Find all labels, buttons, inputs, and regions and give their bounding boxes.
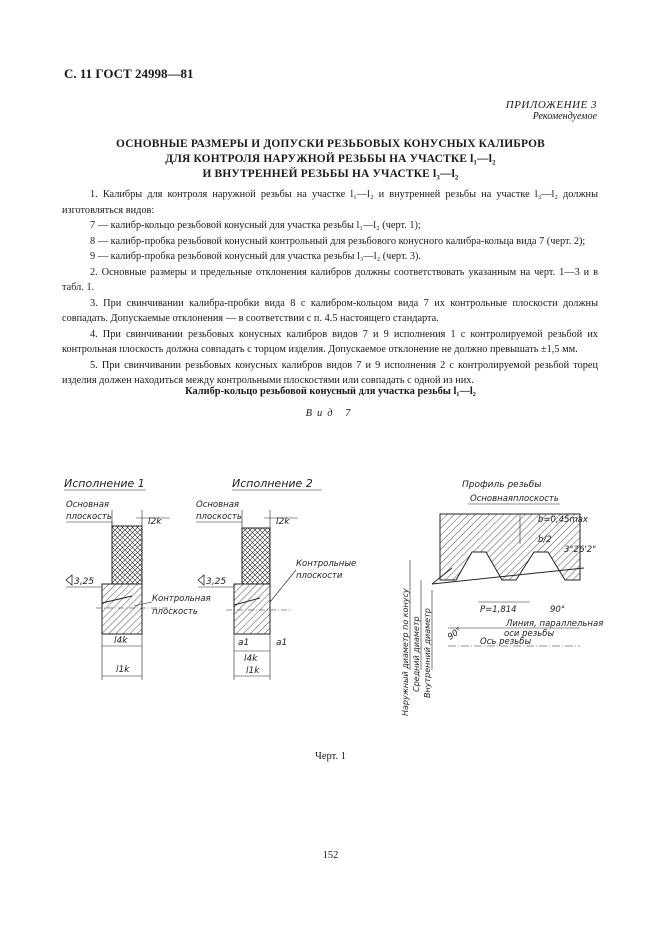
ring-v2-knurl-section (242, 528, 270, 584)
basic-plane-label-1: Основная (66, 500, 110, 510)
control-planes-label-1: Контрольные (296, 559, 357, 569)
version-1-drawing (64, 477, 211, 680)
technical-drawing (60, 470, 620, 740)
figure-view: Вид 7 (305, 408, 356, 419)
basic-plane-v2-label-1: Основная (196, 500, 240, 510)
parallel-line-label-1: Линия, параллельная (506, 619, 604, 629)
profile-title: Профиль резьбы (462, 480, 542, 490)
a1-left-label: a1 (238, 638, 250, 648)
mid-dia-label: Средний диаметр (412, 616, 421, 692)
angle-90-label: 90° (445, 625, 465, 643)
appendix-status: Рекомендуемое (532, 111, 597, 122)
b-label: b=0,45max (538, 515, 588, 525)
ring-body-section (102, 584, 142, 634)
paragraph-4: 4. При свинчивании резьбовых конусных калибров видов 7 и 9 исполнения 1 с контролируемой резьбой их контрольная плоскость должна совпадать с торцом изделия. Допускаемое отклонение не должно превышать ±1,5 мм. (62, 328, 598, 355)
figure-caption: Черт. 1 (315, 751, 346, 762)
profile-basic-plane-label: Основная (470, 494, 514, 504)
outer-dia-label: Наружный диаметр по конусу (401, 588, 410, 716)
paragraph-5: 5. При свинчивании резьбовых конусных калибров видов 7 и 9 исполнения 2 с контролируемой резьбой торец изделия должен находиться между контрольными плоскостями или совпадать с одной из них. (62, 359, 598, 386)
paragraph-2: 2. Основные размеры и предельные отклонения калибров должны соответствовать указанным на черт. 1—3 и в табл. 1. (62, 266, 598, 293)
thread-axis-label: Ось резьбы (480, 637, 532, 647)
version-2-label: Исполнение 2 (232, 477, 313, 490)
profile-basic-plane-label-2: плоскость (513, 494, 559, 504)
appendix-number: ПРИЛОЖЕНИЕ 3 (505, 99, 597, 111)
right-angle-label: 90° (550, 605, 566, 615)
surface-finish-2-value: 3,25 (206, 577, 227, 587)
page-header: С. 11 ГОСТ 24998—81 (64, 66, 194, 81)
figure-title: Калибр-кольцо резьбовой конусный для участка резьбы l₁—l₂ (185, 386, 476, 397)
surface-finish-1-value: 3,25 (74, 577, 95, 587)
surface-finish-2-icon (198, 575, 204, 585)
l4k-v2-label: l4k (244, 654, 258, 664)
title-line-1: ОСНОВНЫЕ РАЗМЕРЫ И ДОПУСКИ РЕЗЬБОВЫХ КОНУСНЫХ КАЛИБРОВ (116, 138, 545, 150)
paragraph-type-9: 9 — калибр-пробка резьбовой конусный для участка резьбы l₃—l₂ (черт. 3). (90, 251, 421, 262)
l4k-label: l4k (114, 636, 128, 646)
pitch-label: P=1,814 (480, 605, 517, 615)
paragraph-type-8: 8 — калибр-пробка резьбовой конусный контрольный для резьбового конусного калибра-кольца вида 7 (черт. 2); (90, 235, 586, 247)
control-planes-leader (270, 570, 296, 602)
document-title (64, 137, 597, 182)
title-line-2: ДЛЯ КОНТРОЛЯ НАРУЖНОЙ РЕЗЬБЫ НА УЧАСТКЕ l₁—l₂ (165, 153, 496, 165)
paragraph-3: 3. При свинчивании калибра-пробки вида 8 с калибром-кольцом вида 7 их контрольные плоскости должны совпадать. Допускаемые отклонения — в соответствии с п. 4.5 настоящего стандарта. (62, 297, 598, 324)
appendix-label (506, 99, 597, 122)
control-plane-label-1: Контрольная (152, 594, 211, 604)
paragraph-1: 1. Калибры для контроля наружной резьбы на участке l₁—l₂ и внутренней резьбы на участке l₃—l₂ должны изготовляться видов: (62, 189, 598, 216)
l2k-v2-label: l2k (276, 517, 290, 527)
inner-dia-label: Внутренний диаметр (423, 608, 432, 698)
a1-right-label: a1 (276, 638, 288, 648)
ring-v2-body-section (234, 584, 270, 634)
basic-plane-v2-label-2: плоскость (196, 512, 242, 522)
b-half-label: b/2 (538, 535, 552, 545)
thread-profile-drawing (401, 480, 603, 716)
version-1-label: Исполнение 1 (64, 477, 145, 490)
l2k-label: l2k (148, 517, 162, 527)
l1k-v2-label: l1k (246, 666, 260, 676)
control-planes-label-2: плоскости (296, 571, 343, 581)
paragraph-type-7: 7 — калибр-кольцо резьбовой конусный для участка резьбы l₁—l₂ (черт. 1); (90, 220, 421, 231)
title-line-3: И ВНУТРЕННЕЙ РЕЗЬБЫ НА УЧАСТКЕ l₃—l₂ (202, 168, 459, 180)
surface-finish-1-icon (66, 575, 72, 585)
ring-knurl-section (112, 526, 142, 584)
control-plane-label-2: плоскость (152, 607, 198, 617)
version-2-drawing (196, 477, 356, 680)
body-text (62, 187, 598, 389)
parallel-line-label-2: оси резьбы (504, 629, 555, 639)
l1k-label: l1k (116, 665, 130, 675)
angle-label: 3°26'2" (564, 545, 597, 555)
basic-plane-label-2: плоскость (66, 512, 112, 522)
page-number: 152 (322, 850, 339, 861)
